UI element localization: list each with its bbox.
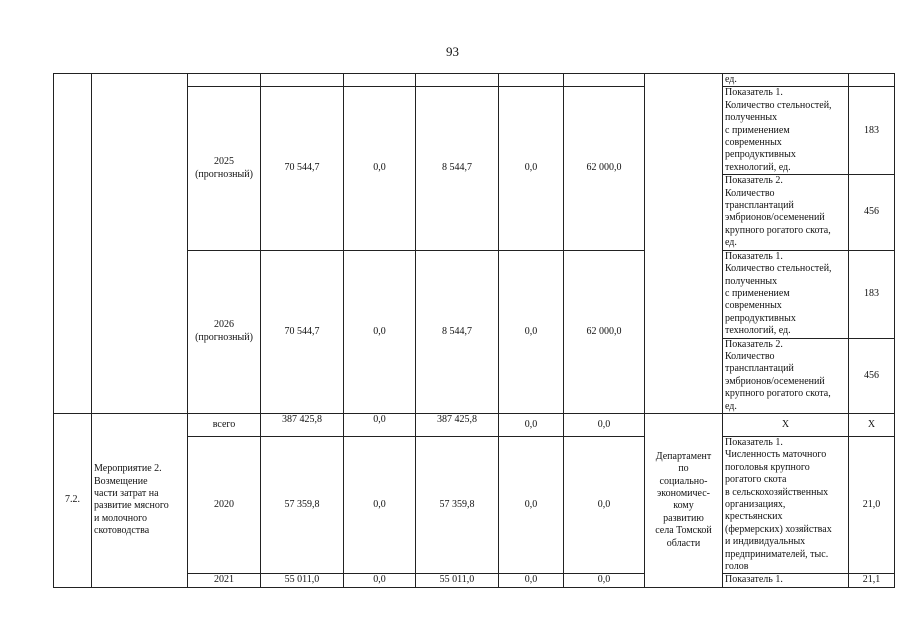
value-cell: 55 011,0: [416, 574, 499, 587]
indicator-value: 183: [849, 87, 895, 175]
indicator-text: Показатель 2. Количество трансплантаций эмбрионов/осеменений крупного рогатого скота, ед.: [723, 338, 849, 413]
program-table: [53, 73, 895, 588]
value-cell: 0,0: [564, 436, 645, 573]
indicator-text: Показатель 2. Количество трансплантаций эмбрионов/осеменений крупного рогатого скота, ед.: [723, 175, 849, 250]
name-cell: Мероприятие 2. Возмещение части затрат на развитие мясного и молочного скотоводства: [92, 413, 188, 587]
value-cell: 0,0: [344, 87, 416, 250]
year-cell: 2021: [188, 574, 261, 587]
value-cell: 0,0: [344, 250, 416, 413]
table-row: [54, 413, 895, 436]
indicator-value: 21,0: [849, 436, 895, 573]
indicator-value: 21,1: [849, 574, 895, 587]
value-cell: 70 544,7: [261, 87, 344, 250]
value-cell: 0,0: [564, 413, 645, 436]
indicator-value: 456: [849, 175, 895, 250]
number-cell: 7.2.: [54, 413, 92, 587]
number-cell: [54, 74, 92, 414]
indicator-value: 183: [849, 250, 895, 338]
executor-cell: Департамент по социально- экономичес- кому развитию села Томской области: [645, 413, 723, 587]
indicator-text: ед.: [723, 74, 849, 87]
value-cell: 62 000,0: [564, 87, 645, 250]
indicator-text: Показатель 1. Количество стельностей, полученных с применением современных репродуктивных технологий, ед.: [723, 250, 849, 338]
value-cell: 57 359,8: [261, 436, 344, 573]
indicator-text: Показатель 1.: [723, 574, 849, 587]
indicator-text: Показатель 1. Количество стельностей, полученных с применением современных репродуктивных технологий, ед.: [723, 87, 849, 175]
indicator-text: Показатель 1. Численность маточного поголовья крупного рогатого скота в сельскохозяйственных организациях, крестьянских (фермерских) хозяйствах и индивидуальных предпринимателей, тыс. голов: [723, 436, 849, 573]
indicator-value: Х: [849, 413, 895, 436]
value-cell: 387 425,8: [261, 413, 344, 436]
year-cell: всего: [188, 413, 261, 436]
indicator-text: Х: [723, 413, 849, 436]
table-row: [54, 74, 895, 87]
value-cell: 57 359,8: [416, 436, 499, 573]
year-cell: 2026 (прогнозный): [188, 250, 261, 413]
page-number: 93: [446, 44, 459, 59]
value-cell: 0,0: [344, 574, 416, 587]
indicator-value: 456: [849, 338, 895, 413]
value-cell: 387 425,8: [416, 413, 499, 436]
value-cell: 70 544,7: [261, 250, 344, 413]
value-cell: 0,0: [344, 413, 416, 436]
year-cell: 2020: [188, 436, 261, 573]
value-cell: 0,0: [499, 574, 564, 587]
value-cell: 0,0: [499, 413, 564, 436]
value-cell: 0,0: [499, 436, 564, 573]
value-cell: 0,0: [344, 436, 416, 573]
name-cell: [92, 74, 188, 414]
value-cell: 0,0: [499, 87, 564, 250]
value-cell: 8 544,7: [416, 87, 499, 250]
value-cell: 55 011,0: [261, 574, 344, 587]
value-cell: 62 000,0: [564, 250, 645, 413]
year-cell: 2025 (прогнозный): [188, 87, 261, 250]
value-cell: 8 544,7: [416, 250, 499, 413]
value-cell: 0,0: [499, 250, 564, 413]
value-cell: 0,0: [564, 574, 645, 587]
executor-cell: [645, 74, 723, 414]
